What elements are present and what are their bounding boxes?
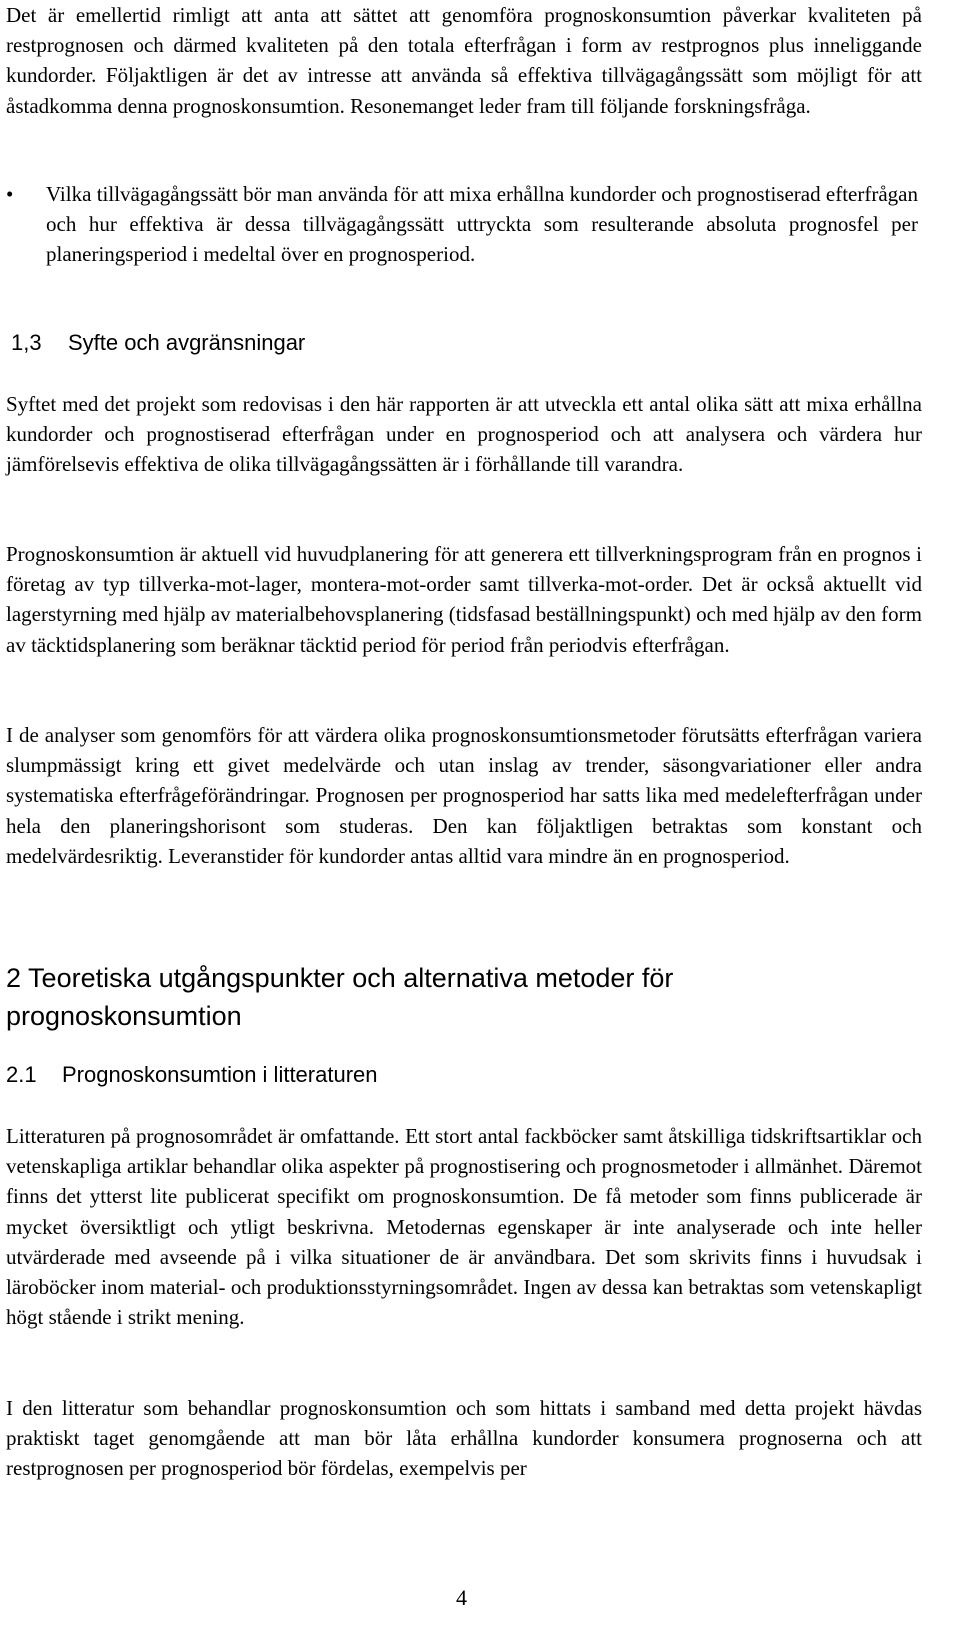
chapter-heading-2: [6, 959, 906, 1035]
section-heading-2-1: [6, 1062, 378, 1088]
section-title: Prognoskonsumtion i litteraturen: [62, 1062, 378, 1087]
paragraph-intro: Det är emellertid rimligt att anta att sättet att genomföra prognoskonsumtion påverkar kvaliteten på restprognosen och därmed kvaliteten på den totala efterfrågan i form av restprognos plus inneliggande kundorder. Följaktligen är det av intresse att använda så effektiva tillvägagångssätt som möjligt för att åstadkomma denna prognoskonsumtion. Resonemanget leder fram till följande forskningsfråga.: [6, 3, 922, 118]
paragraph-literature: Litteraturen på prognosområdet är omfattande. Ett stort antal fackböcker samt åtskilliga tidskriftsartiklar och vetenskapliga artiklar behandlar olika aspekter på prognostisering och prognosmetoder i allmänhet. Däremot finns det ytterst lite publicerat specifikt om prognoskonsumtion. De få metoder som finns publicerade är mycket översiktligt och ytligt beskrivna. Metodernas egenskaper är inte analyserade och inte heller utvärderade med avseende på i vilka situationer de är användbara. Det som skrivits finns i huvudsak i läroböcker inom material- och produktionsstyrningsområdet. Ingen av dessa kan betraktas som vetenskapligt högt stående i strikt mening.: [6, 1124, 922, 1330]
paragraph-assumptions: I de analyser som genomförs för att värdera olika prognoskonsumtionsmetoder förutsätts efterfrågan variera slumpmässigt kring ett givet medelvärde och utan inslag av trender, säsongvariationer eller andra systematiska efterfrågeförändringar. Prognosen per prognosperiod har satts lika med medelefterfrågan under hela den planeringshorisont som studeras. Den kan följaktligen betraktas som konstant och medelvärdesriktig. Leveranstider för kundorder antas alltid vara mindre än en prognosperiod.: [6, 723, 922, 868]
chapter-number: 2: [6, 963, 22, 993]
section-number: 2.1: [6, 1062, 37, 1087]
chapter-title: Teoretiska utgångspunkter och alternativa metoder för prognoskonsumtion: [6, 963, 674, 1031]
section-heading-1-3: [11, 330, 305, 356]
paragraph-literature-2: I den litteratur som behandlar prognoskonsumtion och som hittats i samband med detta projekt hävdas praktiskt taget genomgående att man bör låta erhållna kundorder konsumera prognoserna och att restprognosen per prognosperiod bör fördelas, exempelvis per: [6, 1396, 922, 1481]
section-title: Syfte och avgränsningar: [68, 330, 306, 355]
section-number: 1,3: [11, 330, 42, 355]
paragraph-context: Prognoskonsumtion är aktuell vid huvudplanering för att generera ett tillverkningsprogram från en prognos i företag av typ tillverka-mot-lager, montera-mot-order samt tillverka-mot-order. Det är också aktuellt vid lagerstyrning med hjälp av materialbehovsplanering (tidsfasad beställningspunkt) och med hjälp av den form av täcktidsplanering som beräknar täcktid period för period från periodvis efterfrågan.: [6, 542, 922, 657]
paragraph-purpose: Syftet med det projekt som redovisas i den här rapporten är att utveckla ett antal olika sätt att mixa erhållna kundorder och prognostiserad efterfrågan under en prognosperiod och att analysera och värdera hur jämförelsevis effektiva de olika tillvägagångssätten är i förhållande till varandra.: [6, 392, 922, 477]
page-number: 4: [456, 1585, 467, 1610]
research-question: Vilka tillvägagångssätt bör man använda för att mixa erhållna kundorder och prognostiserad efterfrågan och hur effektiva är dessa tillvägagångssätt uttryckta som resulterande absoluta prognosfel per planeringsperiod i medeltal över en prognosperiod.: [46, 182, 918, 267]
bullet-icon: •: [6, 182, 14, 206]
